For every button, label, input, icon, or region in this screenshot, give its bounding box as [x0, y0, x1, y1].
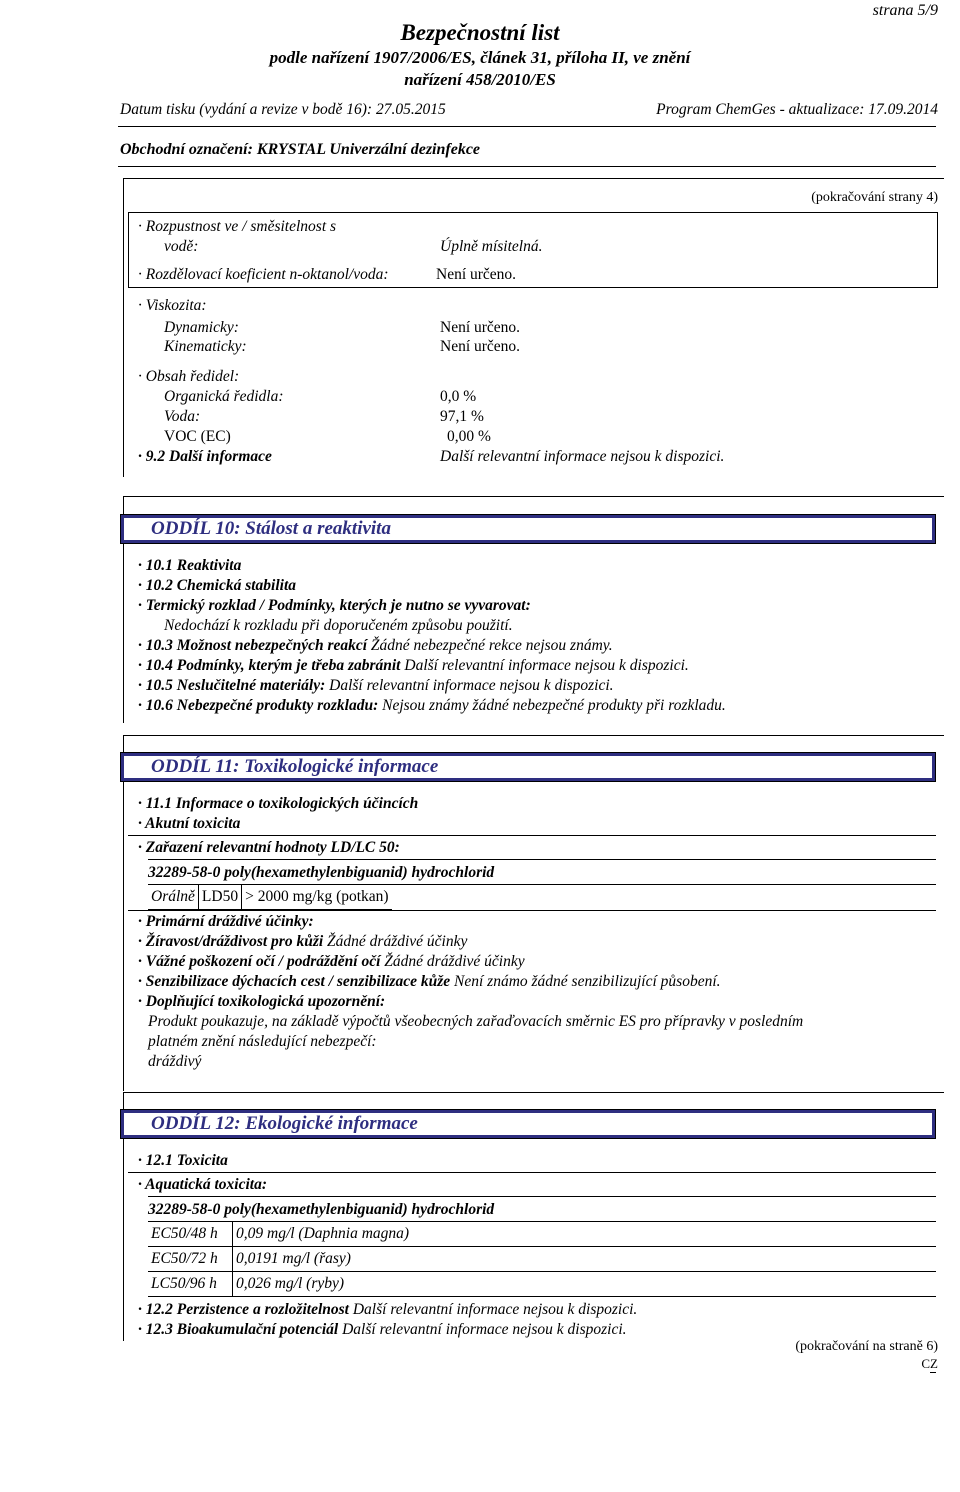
- dynamic-value: Není určeno.: [440, 319, 521, 336]
- s12-toxicity-table: [148, 1222, 936, 1297]
- s11-rule: [128, 835, 936, 836]
- s10-conditions-label: · 10.4 Podmínky, kterým je třeba zabránit: [138, 657, 401, 674]
- s11-additional-line-2: platném znění následující nebezpečí:: [148, 1033, 377, 1050]
- s10-decomposition-value: Nejsou známy žádné nebezpečné produkty při rozkladu.: [382, 697, 726, 714]
- water-value: 97,1 %: [440, 408, 484, 425]
- voc-value: 0,00 %: [447, 428, 491, 445]
- s12-substance: 32289-58-0 poly(hexamethylenbiguanid) hydrochlorid: [148, 1201, 495, 1218]
- kinematic-value: Není určeno.: [440, 338, 521, 355]
- section-11-title-bar: [120, 752, 936, 782]
- s10-incompatible-value: Další relevantní informace nejsou k dispozici.: [329, 677, 614, 694]
- s11-rule-4: [128, 910, 936, 911]
- route-cell: Orálně: [148, 885, 198, 910]
- s10-stability: · 10.2 Chemická stabilita: [138, 577, 297, 594]
- other-info-label: [138, 448, 272, 466]
- section-10-title: ODDÍL 10: Stálost a reaktivita: [151, 518, 391, 539]
- table-row: [148, 885, 392, 910]
- s11-eyes-label: · Vážné poškození očí / podráždění očí: [138, 953, 381, 970]
- page-number: strana 5/9: [872, 2, 938, 19]
- section-11-title: ODDÍL 11: Toxikologické informace: [151, 756, 439, 777]
- s11-skin-label: · Žíravost/dráždivost pro kůži: [138, 933, 324, 950]
- language-code: CZ: [921, 1356, 938, 1371]
- section-11-title-inner: [124, 756, 932, 778]
- s11-row-eyes: [138, 953, 525, 971]
- type-cell: LC50/96 h: [148, 1272, 233, 1297]
- s10-decomposition-label: · 10.6 Nebezpečné produkty rozkladu:: [138, 697, 379, 714]
- s11-additional-line-1: Produkt poukazuje, na základě výpočtů všeobecných zařaďovacích směrnic ES pro přípravky v posledním: [148, 1013, 804, 1030]
- s12-row-persistence: [138, 1301, 637, 1319]
- s11-toxicity-table: [148, 885, 392, 910]
- s12-row-bioaccumulation: [138, 1321, 627, 1339]
- s10-reactivity: · 10.1 Reaktivita: [138, 557, 242, 574]
- s11-skin-value: Žádné dráždivé účinky: [327, 933, 468, 950]
- solvents-label: · Obsah ředidel:: [138, 368, 240, 385]
- s11-acute-toxicity: · Akutní toxicita: [138, 815, 241, 832]
- s10-row-hazard-reactions: [138, 637, 613, 655]
- s11-ld-lc: · Zařazení relevantní hodnoty LD/LC 50:: [138, 839, 400, 856]
- document-title: Bezpečnostní list: [400, 20, 560, 45]
- other-info-number: · 9.2: [138, 448, 166, 465]
- solubility-value: Úplně mísitelná.: [440, 238, 543, 255]
- s12-bioaccumulation-value: Další relevantní informace nejsou k dispozici.: [342, 1321, 627, 1338]
- s11-eyes-value: Žádné dráždivé účinky: [384, 953, 525, 970]
- section-12-title-inner: [124, 1113, 932, 1135]
- partition-value: Není určeno.: [436, 266, 517, 283]
- water-label: Voda:: [164, 408, 201, 425]
- s10-row-conditions: [138, 657, 689, 675]
- s10-thermal-value: Nedochází k rozkladu při doporučeném způsobu použití.: [164, 617, 513, 634]
- table-row: [148, 1247, 936, 1272]
- s10-hazard-reactions-value: Žádné nebezpečné rekce nejsou známy.: [370, 637, 613, 654]
- partition-label: · Rozdělovací koeficient n-oktanol/voda:: [138, 266, 389, 283]
- s11-info: · 11.1 Informace o toxikologických účincích: [138, 795, 419, 812]
- organic-value: 0,0 %: [440, 388, 477, 405]
- value-cell: > 2000 mg/kg (potkan): [245, 888, 389, 905]
- s10-thermal: · Termický rozklad / Podmínky, kterých je nutno se vyvarovat:: [138, 597, 531, 614]
- s11-additional: · Doplňující toxikologická upozornění:: [138, 993, 386, 1010]
- table-row: [148, 1222, 936, 1247]
- solubility-label: · Rozpustnost ve / směsitelnost s: [138, 218, 337, 235]
- type-cell: LD50: [198, 885, 241, 910]
- header-rule: [118, 126, 936, 127]
- voc-label: VOC (EC): [164, 428, 231, 445]
- trade-name: Obchodní označení: KRYSTAL Univerzální dezinfekce: [120, 141, 481, 158]
- s12-persistence-value: Další relevantní informace nejsou k dispozici.: [352, 1301, 638, 1318]
- document-subtitle-2: nařízení 458/2010/ES: [404, 70, 556, 89]
- s10-conditions-value: Další relevantní informace nejsou k dispozici.: [404, 657, 689, 674]
- table-row: [148, 1272, 936, 1297]
- document-subtitle: podle nařízení 1907/2006/ES, článek 31, příloha II, ve znění: [269, 48, 691, 67]
- header-rule-2: [118, 166, 936, 167]
- s11-sensitization-label: · Senzibilizace dýchacích cest / senzibilizace kůže: [138, 973, 451, 990]
- s11-primary: · Primární dráždivé účinky:: [138, 913, 314, 930]
- type-cell: EC50/72 h: [148, 1247, 233, 1272]
- continued-from: (pokračování strany 4): [811, 190, 938, 205]
- kinematic-label: Kinematicky:: [164, 338, 247, 355]
- s11-row-sensitization: [138, 973, 721, 991]
- viscosity-label: · Viskozita:: [138, 297, 207, 314]
- other-info-value: Další relevantní informace nejsou k dispozici.: [440, 448, 725, 465]
- continued-to: (pokračování na straně 6): [795, 1339, 938, 1354]
- s12-bioaccumulation-label: · 12.3 Bioakumulační potenciál: [138, 1321, 339, 1338]
- s10-row-decomposition: [138, 697, 726, 715]
- footer-rule: [930, 1372, 936, 1373]
- program-version: Program ChemGes - aktualizace: 17.09.2014: [656, 101, 938, 118]
- type-cell: EC50/48 h: [148, 1222, 233, 1247]
- section-10-title-bar: [120, 514, 936, 544]
- s10-incompatible-label: · 10.5 Neslučitelné materiály:: [138, 677, 326, 694]
- s12-rule-2: [148, 1196, 936, 1197]
- s11-substance: 32289-58-0 poly(hexamethylenbiguanid) hydrochlorid: [148, 864, 495, 881]
- s10-row-incompatible: [138, 677, 614, 695]
- s10-hazard-reactions-label: · 10.3 Možnost nebezpečných reakcí: [138, 637, 368, 654]
- section-12-title-bar: [120, 1109, 936, 1139]
- s12-rule: [128, 1172, 936, 1173]
- other-info-text: Další informace: [169, 448, 272, 465]
- value-cell: 0,0191 mg/l (řasy): [236, 1250, 351, 1267]
- dynamic-label: Dynamicky:: [164, 319, 239, 336]
- s11-row-skin: [138, 933, 467, 951]
- section-12-title: ODDÍL 12: Ekologické informace: [151, 1113, 418, 1134]
- s12-persistence-label: · 12.2 Perzistence a rozložitelnost: [138, 1301, 349, 1318]
- organic-label: Organická ředidla:: [164, 388, 284, 405]
- s12-toxicity: · 12.1 Toxicita: [138, 1152, 228, 1169]
- print-date: Datum tisku (vydání a revize v bodě 16): 27.05.2015: [120, 101, 446, 118]
- s12-aquatic: · Aquatická toxicita:: [138, 1176, 268, 1193]
- s11-rule-2: [148, 859, 936, 860]
- s11-additional-line-3: dráždivý: [148, 1053, 202, 1070]
- section-10-title-inner: [124, 518, 932, 540]
- solubility-label-2: vodě:: [164, 238, 199, 255]
- value-cell: 0,026 mg/l (ryby): [236, 1275, 345, 1292]
- s11-sensitization-value: Není známo žádné senzibilizující působení.: [454, 973, 721, 990]
- value-cell: 0,09 mg/l (Daphnia magna): [236, 1225, 410, 1242]
